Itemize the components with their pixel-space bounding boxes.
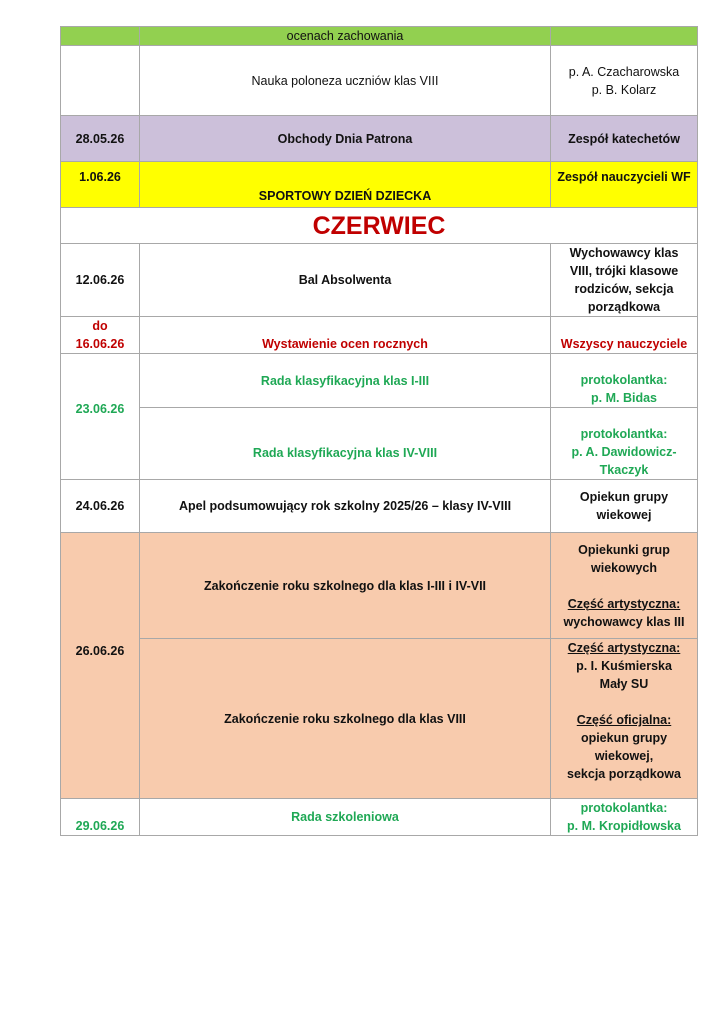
responsible-line: Opiekun grupy	[579, 490, 669, 504]
responsible-line: Wychowawcy klas	[569, 246, 679, 260]
date-cell: 23.06.26	[61, 354, 140, 480]
table-row	[61, 162, 698, 208]
responsible-cell: Zespół katechetów	[551, 116, 698, 162]
responsible-cell	[551, 533, 698, 639]
date-cell: 1.06.26	[61, 162, 140, 208]
table-row	[61, 317, 698, 354]
schedule-table	[60, 26, 698, 836]
official-line: opiekun grupy	[580, 731, 668, 745]
event-cell: ocenach zachowania	[140, 27, 551, 46]
art-label: Część artystyczna:	[567, 641, 681, 655]
table-row	[61, 480, 698, 533]
responsible-cell	[551, 354, 698, 408]
event-cell: Wystawienie ocen rocznych	[140, 317, 551, 354]
responsible-line: protokolantka:	[580, 801, 668, 815]
responsible-cell	[551, 244, 698, 317]
responsible-line: VIII, trójki klasowe	[569, 264, 679, 278]
art-line: p. I. Kuśmierska	[576, 659, 672, 673]
date-cell: 12.06.26	[61, 244, 140, 317]
responsible-line: p. A. Dawidowicz-	[571, 445, 677, 459]
date-cell	[61, 317, 140, 354]
art-line: Mały SU	[599, 677, 649, 691]
event-cell: Nauka poloneza uczniów klas VIII	[140, 46, 551, 116]
responsible-line: Tkaczyk	[599, 463, 649, 477]
event-cell: SPORTOWY DZIEŃ DZIECKA	[140, 162, 551, 208]
event-cell: Zakończenie roku szkolnego dla klas VIII	[140, 639, 551, 799]
responsible-cell	[551, 408, 698, 480]
date-cell: 26.06.26	[61, 533, 140, 799]
date-cell: 24.06.26	[61, 480, 140, 533]
event-cell: Rada klasyfikacyjna klas IV-VIII	[140, 408, 551, 480]
table-row	[61, 639, 698, 799]
responsible-cell	[551, 799, 698, 836]
responsible-line: wiekowych	[591, 560, 657, 575]
event-cell: Bal Absolwenta	[140, 244, 551, 317]
date-line: 16.06.26	[75, 337, 125, 351]
table-row	[61, 354, 698, 408]
responsible-line: porządkowa	[587, 300, 661, 314]
art-label: Część artystyczna:	[567, 596, 681, 611]
event-cell: Apel podsumowujący rok szkolny 2025/26 – klasy IV-VIII	[140, 480, 551, 533]
table-row	[61, 46, 698, 116]
table-row	[61, 408, 698, 480]
event-cell: Rada szkoleniowa	[140, 799, 551, 836]
responsible-line: p. B. Kolarz	[591, 82, 657, 97]
responsible-cell: Zespół nauczycieli WF	[551, 162, 698, 208]
date-cell	[61, 46, 140, 116]
date-cell	[61, 27, 140, 46]
responsible-line: p. M. Kropidłowska	[567, 819, 681, 833]
responsible-cell	[551, 480, 698, 533]
responsible-line: p. A. Czacharowska	[568, 64, 680, 79]
art-value: wychowawcy klas III	[563, 614, 685, 629]
date-line: do	[92, 319, 108, 333]
table-row	[61, 533, 698, 639]
responsible-cell	[551, 46, 698, 116]
official-line: wiekowej,	[594, 749, 654, 763]
responsible-line: p. M. Bidas	[591, 391, 657, 405]
table-row	[61, 116, 698, 162]
table-row	[61, 799, 698, 836]
responsible-line: rodziców, sekcja	[574, 282, 674, 296]
responsible-line: Opiekunki grup	[578, 542, 670, 557]
responsible-cell	[551, 639, 698, 799]
responsible-line: protokolantka:	[580, 373, 668, 387]
official-line: sekcja porządkowa	[567, 767, 681, 781]
month-header-row	[61, 208, 698, 244]
month-heading: CZERWIEC	[61, 208, 698, 244]
event-cell: Zakończenie roku szkolnego dla klas I-III i IV-VII	[140, 533, 551, 639]
table-row	[61, 27, 698, 46]
responsible-line: protokolantka:	[580, 427, 668, 441]
table-row	[61, 244, 698, 317]
event-cell: Rada klasyfikacyjna klas I-III	[140, 354, 551, 408]
date-cell: 29.06.26	[61, 799, 140, 836]
responsible-cell	[551, 27, 698, 46]
responsible-line: wiekowej	[596, 508, 652, 522]
date-cell: 28.05.26	[61, 116, 140, 162]
responsible-cell: Wszyscy nauczyciele	[551, 317, 698, 354]
event-cell: Obchody Dnia Patrona	[140, 116, 551, 162]
official-label: Część oficjalna:	[576, 713, 672, 727]
